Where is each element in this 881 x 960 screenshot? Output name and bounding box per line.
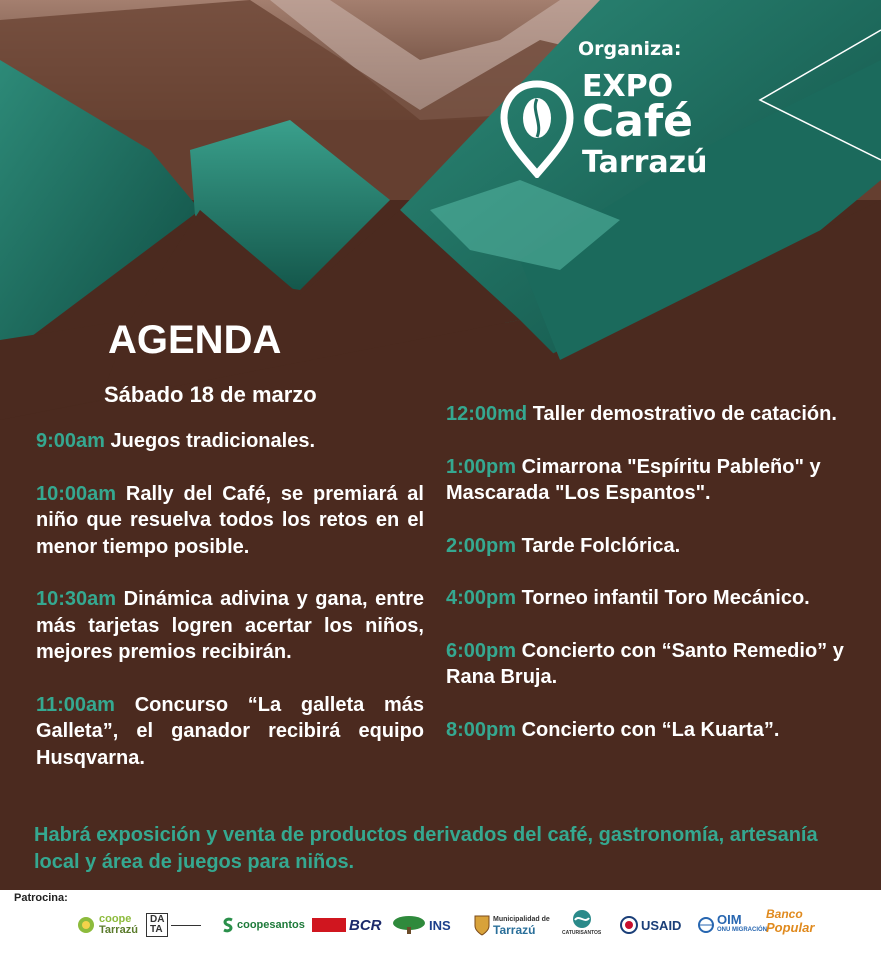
sponsor-bar — [0, 890, 881, 960]
sponsor-logo-coopesantos — [222, 908, 305, 942]
agenda-text: Dinámica adivina y gana, entre más tarjetas logren acertar los niños, mejores premios recibirán. — [36, 588, 424, 663]
agenda-text: Juegos tradicionales. — [104, 430, 316, 452]
sponsor-logo-usaid — [620, 908, 681, 942]
agenda-item — [446, 638, 856, 691]
agenda-text: Concierto con “La Kuarta”. — [516, 718, 780, 741]
agenda-item — [446, 533, 856, 560]
agenda-time: 10:30am — [36, 588, 117, 610]
sponsor-logo-municipalidad-tarrazu — [474, 908, 550, 942]
agenda-text: Cimarrona "Espíritu Pableño" y Mascarada "Los Espantos". — [446, 455, 821, 504]
sponsors-label: Patrocina: — [14, 892, 68, 904]
agenda-left-column — [36, 428, 424, 771]
caturisantos-emblem-icon — [570, 908, 594, 930]
sponsor-text: Municipalidad de — [493, 916, 550, 923]
sponsor-text: Banco — [766, 907, 803, 921]
sponsor-text: BCR — [349, 916, 382, 934]
sponsor-text: Tarrazú — [493, 923, 536, 937]
sponsor-text: TA — [150, 924, 163, 935]
sponsor-logo-data — [146, 908, 201, 942]
logo-tarrazu-text: Tarrazú — [582, 145, 708, 180]
agenda-item — [36, 428, 424, 455]
tree-icon — [392, 915, 426, 935]
agenda-text: Concurso “La galleta más Galleta”, el ganador recibirá equipo Husqvarna. — [36, 693, 424, 769]
event-date: Sábado 18 de marzo — [104, 382, 317, 407]
organiza-label: Organiza: — [578, 38, 682, 60]
sponsor-text: OIM — [717, 912, 742, 927]
sponsor-logo-bcr — [312, 908, 382, 942]
coffee-bean-pin-icon — [500, 80, 574, 178]
agenda-time: 6:00pm — [446, 639, 517, 662]
logo-cafe-text: Café — [582, 96, 693, 147]
sponsor-logo-oim — [698, 908, 767, 942]
sponsor-text: Tarrazú — [99, 924, 138, 936]
sponsor-text: INS — [429, 917, 451, 933]
agenda-time: 12:00md — [446, 403, 528, 425]
agenda-time: 8:00pm — [446, 718, 517, 741]
sponsor-logo-banco-popular — [766, 908, 814, 942]
sponsor-text: CATURISANTOS — [562, 930, 602, 936]
logo-expo-text: EXPO — [582, 69, 674, 104]
agenda-time: 11:00am — [36, 693, 115, 716]
agenda-title: AGENDA — [108, 318, 282, 362]
sponsor-text: ONU MIGRACIÓN — [717, 927, 767, 933]
un-globe-icon — [698, 917, 714, 933]
agenda-item — [36, 586, 424, 666]
divider — [171, 925, 201, 926]
agenda-time: 10:00am — [36, 482, 117, 505]
bcr-stripe-icon — [312, 918, 346, 932]
agenda-text: Taller demostrativo de catación. — [527, 403, 837, 425]
agenda-text: Torneo infantil Toro Mecánico. — [516, 587, 810, 609]
agenda-time: 9:00am — [36, 430, 105, 452]
agenda-text: Rally del Café, se premiará al niño que resuelva todos los retos en el menor tiempo posible. — [36, 482, 424, 558]
agenda-item — [446, 585, 856, 612]
agenda-time: 2:00pm — [446, 534, 517, 557]
sponsor-logo-coope-tarrazu — [76, 908, 138, 942]
exposition-note: Habrá exposición y venta de productos derivados del café, gastronomía, artesanía local y área de juegos para niños. — [34, 824, 818, 873]
agenda-right-column — [446, 401, 856, 743]
s-mark-icon — [222, 917, 234, 933]
sponsor-logo-caturisantos — [562, 908, 601, 942]
agenda-item — [446, 717, 856, 744]
sponsor-text: USAID — [641, 917, 682, 933]
sponsor-text: Popular — [766, 920, 815, 935]
agenda-item — [36, 692, 424, 772]
coat-of-arms-icon — [474, 914, 490, 936]
agenda-item — [36, 481, 424, 561]
leaf-icon — [76, 915, 96, 935]
sponsor-text: coopesantos — [237, 919, 305, 931]
agenda-item — [446, 401, 856, 428]
agenda-text: Tarde Folclórica. — [516, 534, 681, 557]
agenda-text: Concierto con “Santo Remedio” y Rana Bruja. — [446, 639, 844, 688]
agenda-item — [446, 454, 856, 507]
agenda-time: 4:00pm — [446, 587, 517, 609]
usaid-seal-icon — [620, 916, 638, 934]
sponsor-logo-ins — [392, 908, 451, 942]
sponsor-text: DA — [150, 914, 165, 925]
agenda-time: 1:00pm — [446, 455, 517, 478]
sponsor-text: coope — [99, 913, 132, 925]
